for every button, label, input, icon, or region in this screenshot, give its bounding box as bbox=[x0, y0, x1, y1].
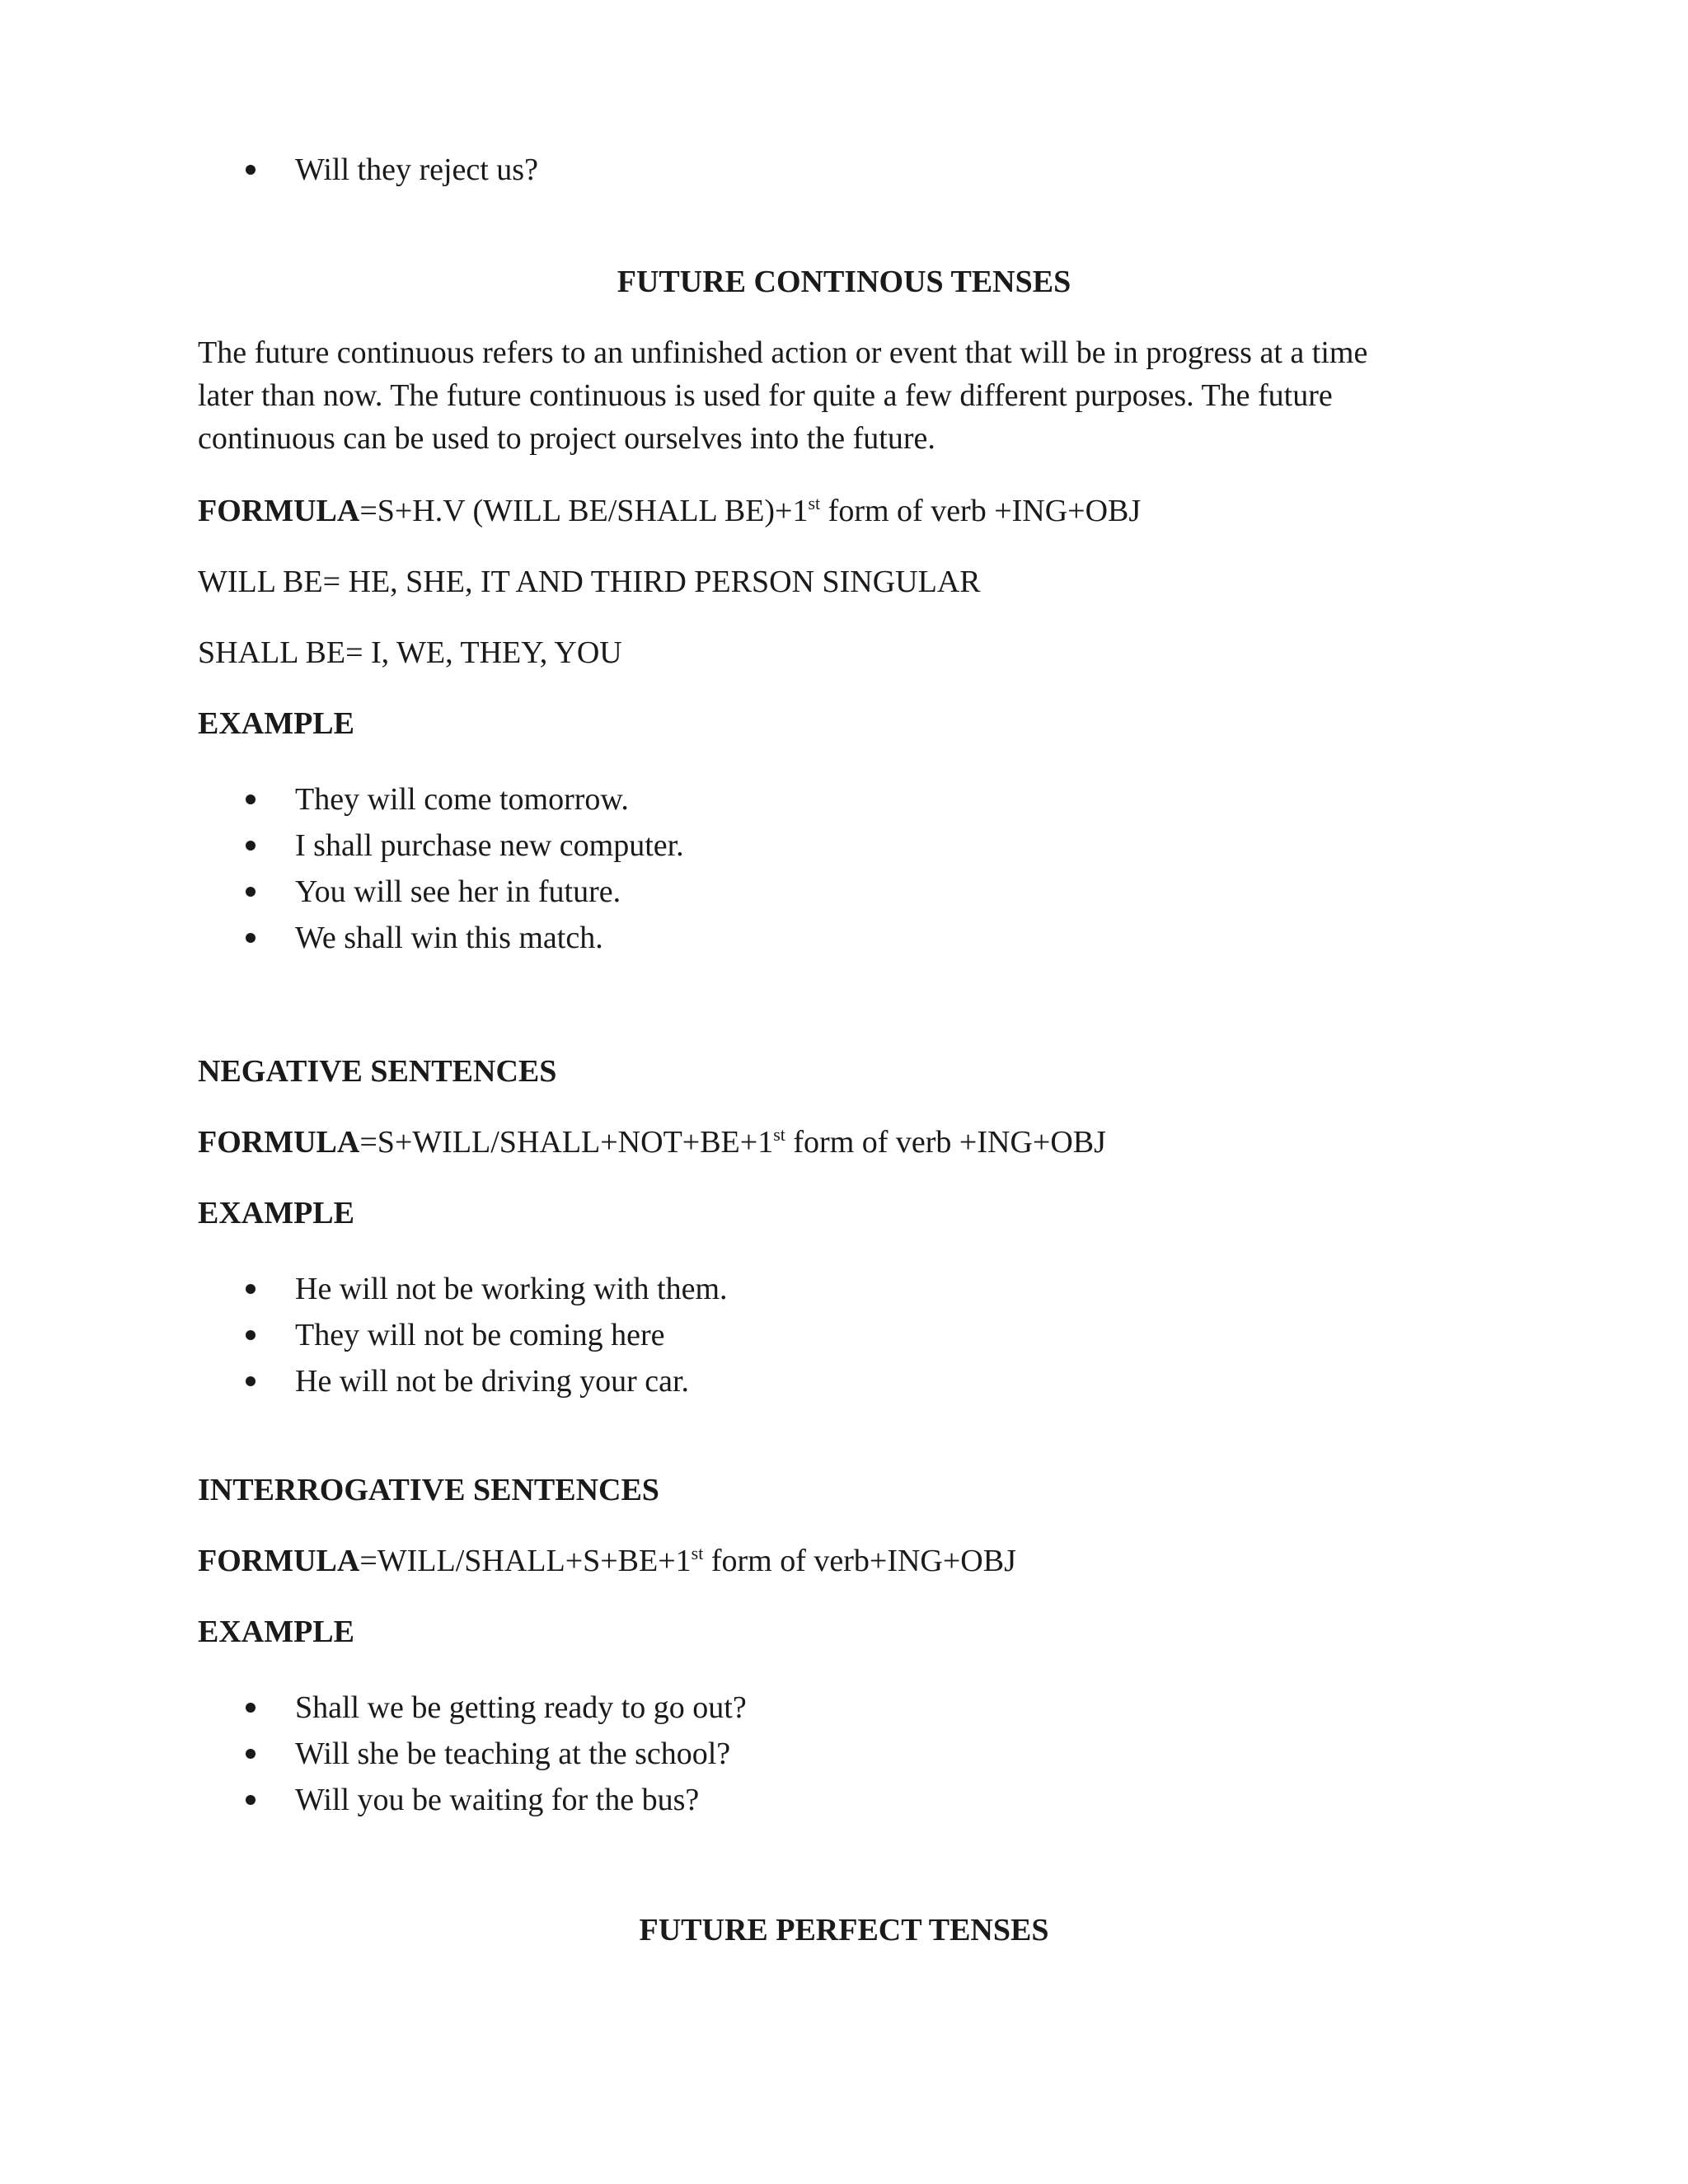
formula-superscript: st bbox=[773, 1124, 785, 1145]
bullet-icon bbox=[246, 1703, 256, 1713]
bullet-icon bbox=[246, 887, 256, 897]
bullet-icon bbox=[246, 1284, 256, 1294]
section-heading-interrogative: INTERROGATIVE SENTENCES bbox=[198, 1473, 659, 1507]
bullet-icon bbox=[246, 1749, 256, 1759]
formula-label: FORMULA bbox=[198, 494, 360, 528]
formula-text-suffix: form of verb +ING+OBJ bbox=[820, 494, 1142, 528]
list-item: They will not be coming here bbox=[198, 1312, 728, 1358]
formula-line bbox=[198, 1124, 1106, 1160]
bullet-icon bbox=[246, 1795, 256, 1805]
bullet-icon bbox=[246, 794, 256, 804]
intro-paragraph bbox=[198, 331, 1367, 460]
bullet-icon bbox=[246, 933, 256, 943]
list-item: Shall we be getting ready to go out? bbox=[198, 1685, 747, 1731]
list-item: They will come tomorrow. bbox=[198, 776, 684, 823]
bullet-icon bbox=[246, 841, 256, 851]
example-list bbox=[198, 1266, 728, 1404]
bullet-icon bbox=[246, 165, 256, 175]
example-list bbox=[198, 776, 684, 961]
example-list bbox=[198, 1685, 747, 1823]
formula-label: FORMULA bbox=[198, 1125, 360, 1160]
formula-text: =S+H.V (WILL BE/SHALL BE)+1 bbox=[359, 494, 809, 528]
formula-superscript: st bbox=[691, 1543, 704, 1563]
list-item: He will not be working with them. bbox=[198, 1266, 728, 1312]
intro-line: later than now. The future continuous is used for quite a few different purposes. The future bbox=[198, 378, 1333, 413]
example-label: EXAMPLE bbox=[198, 1196, 354, 1230]
shall-be-rule: SHALL BE= I, WE, THEY, YOU bbox=[198, 635, 622, 670]
formula-text: =WILL/SHALL+S+BE+1 bbox=[359, 1544, 692, 1578]
formula-label: FORMULA bbox=[198, 1544, 360, 1578]
formula-superscript: st bbox=[808, 493, 821, 513]
formula-line bbox=[198, 493, 1141, 529]
list-item: We shall win this match. bbox=[198, 915, 684, 961]
formula-text-suffix: form of verb+ING+OBJ bbox=[703, 1544, 1016, 1578]
example-label: EXAMPLE bbox=[198, 706, 354, 741]
intro-line: continuous can be used to project ourselves into the future. bbox=[198, 421, 935, 456]
bullet-icon bbox=[246, 1376, 256, 1386]
section-heading-negative: NEGATIVE SENTENCES bbox=[198, 1054, 557, 1089]
list-item: Will they reject us? bbox=[198, 147, 538, 193]
intro-line: The future continuous refers to an unfinished action or event that will be in progress at a time bbox=[198, 335, 1368, 370]
list-item: I shall purchase new computer. bbox=[198, 823, 684, 869]
section-heading-future-continuous: FUTURE CONTINOUS TENSES bbox=[617, 265, 1071, 299]
will-be-rule: WILL BE= HE, SHE, IT AND THIRD PERSON SINGULAR bbox=[198, 565, 981, 599]
list-item: He will not be driving your car. bbox=[198, 1358, 728, 1404]
list-item: You will see her in future. bbox=[198, 869, 684, 915]
formula-text-suffix: form of verb +ING+OBJ bbox=[785, 1125, 1106, 1160]
formula-line bbox=[198, 1543, 1016, 1579]
list-item: Will you be waiting for the bus? bbox=[198, 1777, 747, 1823]
top-bullet-list bbox=[198, 147, 538, 193]
section-heading-future-perfect: FUTURE PERFECT TENSES bbox=[639, 1913, 1049, 1947]
list-item: Will she be teaching at the school? bbox=[198, 1731, 747, 1777]
formula-text: =S+WILL/SHALL+NOT+BE+1 bbox=[359, 1125, 774, 1160]
bullet-icon bbox=[246, 1330, 256, 1340]
example-label: EXAMPLE bbox=[198, 1615, 354, 1649]
